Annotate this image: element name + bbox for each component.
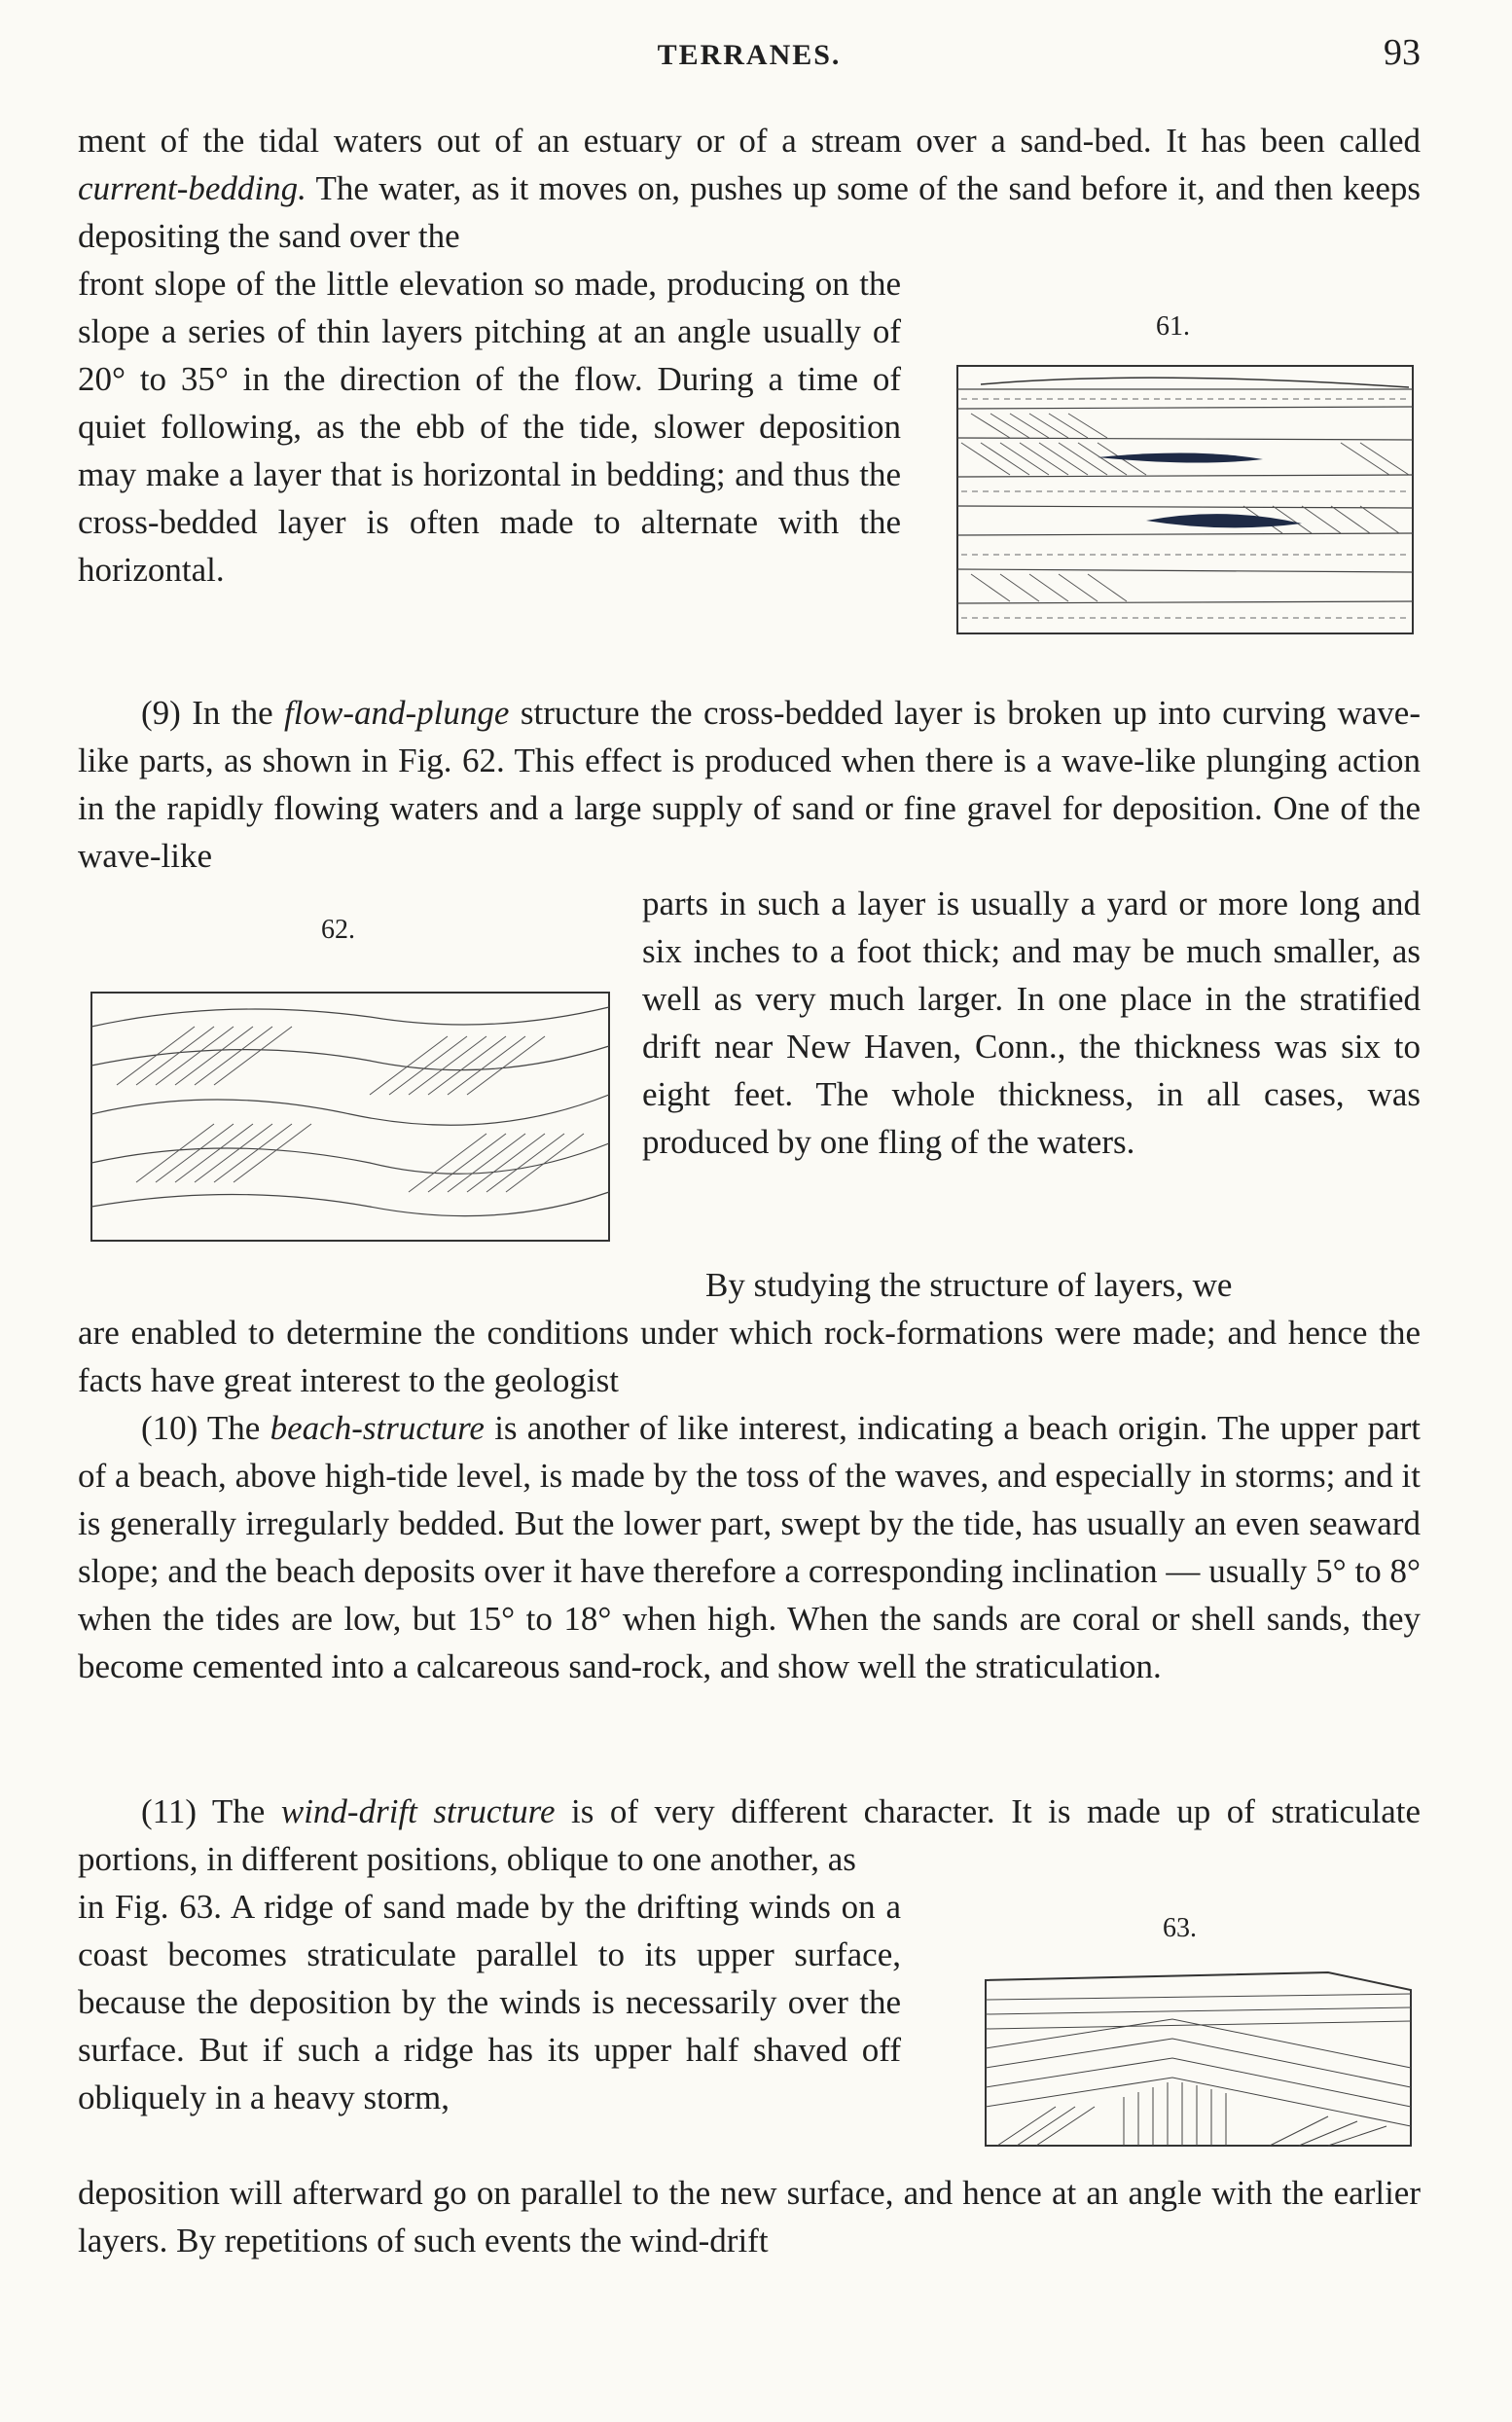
text-segment: is another of like interest, indicating a beach origin. The upper part of a beach, above high-tide level, is made by the toss of the waves, and especially in storms; and it is generally irregularly bedded. But the lower part, swept by the tide, has usually an even seaward slope; and the beach deposits over it have therefore a corresponding inclination — usually 5° to 8° when the tides are low, but 15° to 18° when high. When the sands are coral or shell sands, they become cemented into a calcareous sand-rock, and show well the straticulation. <box>78 1409 1422 1685</box>
term-current-bedding: current-bedding. <box>78 169 306 207</box>
term-wind-drift: wind-drift structure <box>280 1792 556 1830</box>
paragraph-flow-and-plunge-wrap: parts in such a layer is usually a yard or more long and six inches to a foot thick; and may be much smaller, as well as very much larger. In one place in the stratified drift near New Haven, Conn., the thickness was six to eight feet. The whole thickness, in all cases, was produced by one fling of the waters. <box>642 885 1421 1161</box>
running-head: TERRANES. <box>657 39 842 71</box>
paragraph-structure-study-start: By studying the structure of layers, we <box>705 1266 1233 1304</box>
figure-label: 61. <box>1156 311 1190 342</box>
paragraph-flow-and-plunge <box>78 689 1421 880</box>
figure-61-illustration <box>952 360 1419 652</box>
text-segment: (9) In the <box>141 694 273 732</box>
page-number: 93 <box>1384 32 1421 73</box>
figure-62-illustration <box>78 988 623 1280</box>
text-segment: structure the cross-bedded layer is broken up into curving wave-like parts, as shown in Fig. 62. This effect is produced when there is a wave-like plunging action in the rapidly flowing waters and a large supply of sand or fine gravel for deposition. One of the wave-like <box>78 694 1421 875</box>
figure-label: 62. <box>321 915 355 945</box>
page-header <box>78 29 1421 88</box>
paragraph-beach-structure <box>78 1404 1421 1690</box>
figure-61 <box>952 302 1419 652</box>
text-segment: ment of the tidal waters out of an estuary or of a stream over a sand-bed. It has been called <box>78 122 1421 160</box>
paragraph-wind-drift-end: deposition will afterward go on parallel to the new surface, and hence at an angle with the earlier layers. By repetitions of such events the wind-drift <box>78 2174 1421 2259</box>
figure-label: 63. <box>1163 1913 1197 1943</box>
term-beach-structure: beach-structure <box>270 1409 485 1447</box>
text-segment: The water, as it moves on, pushes up some of the sand before it, and then keeps depositing the sand over the <box>78 169 1421 255</box>
text-segment: is of very different character. It is made up of straticulate portions, in different positions, oblique to one another, as <box>78 1792 1422 1878</box>
paragraph-wind-drift-wrap: in Fig. 63. A ridge of sand made by the drifting winds on a coast becomes straticulate parallel to its upper surface, because the deposition by the winds is necessarily over the surface. But if such a ridge has its upper half shaved off obliquely in a heavy storm, <box>78 1888 901 2116</box>
text-segment: (11) The <box>141 1792 266 1830</box>
term-flow-and-plunge: flow-and-plunge <box>284 694 510 732</box>
figure-63-illustration <box>978 1961 1421 2175</box>
paragraph-wind-drift <box>78 1788 1421 1883</box>
paragraph-current-bedding <box>78 117 1421 260</box>
figure-62 <box>78 905 623 1255</box>
text-segment: (10) The <box>141 1409 261 1447</box>
figure-63 <box>978 1907 1421 2160</box>
paragraph-structure-study: are enabled to determine the conditions under which rock-formations were made; and hence the facts have great interest to the geologist <box>78 1314 1421 1399</box>
paragraph-current-bedding-wrap: front slope of the little elevation so made, producing on the slope a series of thin layers pitching at an angle usually of 20° to 35° in the direction of the flow. During a time of quiet following, as the ebb of the tide, slower deposition may make a layer that is horizontal in bedding; and thus the cross-bedded layer is often made to alternate with the horizontal. <box>78 265 901 589</box>
